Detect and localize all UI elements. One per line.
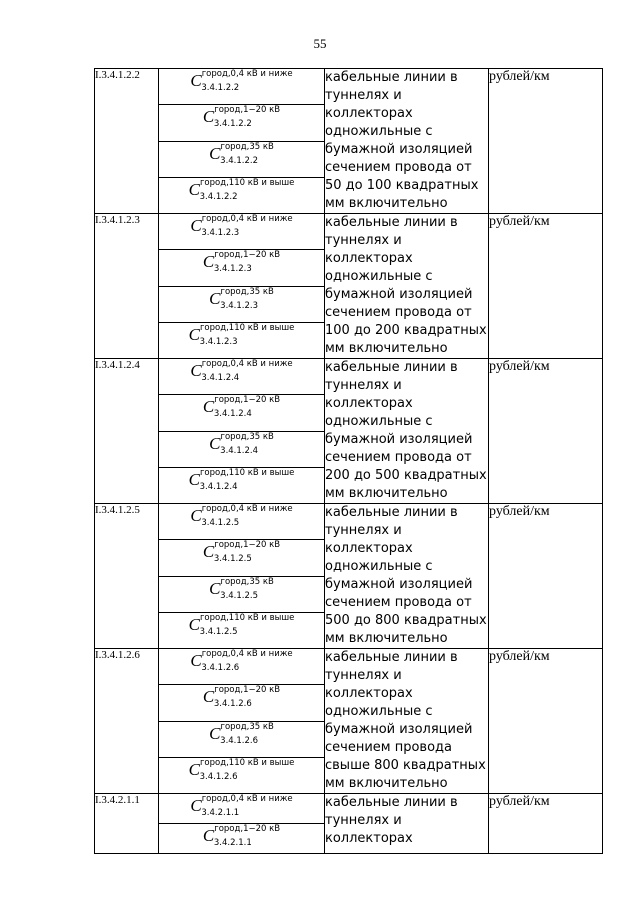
formula-base: C — [209, 433, 221, 453]
page-number: 55 — [313, 36, 327, 51]
rate-symbol-cell — [159, 286, 325, 322]
rate-symbol-cell — [159, 794, 325, 824]
rate-formula — [190, 649, 292, 671]
formula-superscript: город,110 кВ и выше — [199, 322, 295, 333]
rate-symbol-cell — [159, 395, 325, 431]
rate-formula — [190, 794, 292, 816]
rate-symbol-cell — [159, 467, 325, 503]
formula-subscript: 3.4.1.2.4 — [213, 409, 252, 420]
formula-superscript: город,1−20 кВ — [214, 540, 281, 551]
formula-base: C — [190, 216, 202, 235]
rate-formula — [189, 178, 295, 200]
row-description: кабельные линии в туннелях и коллекторах одножильные с бумажной изоляцией сечением провода от 200 до 500 квадратных мм включительно — [325, 359, 489, 504]
formula-base: C — [202, 826, 215, 845]
rate-formula — [202, 105, 281, 130]
rate-symbol-cell — [159, 141, 325, 177]
formula-superscript: город,0,4 кВ и ниже — [201, 649, 293, 659]
formula-superscript: город,35 кВ — [220, 431, 274, 442]
formula-subscript: 3.4.1.2.5 — [201, 518, 240, 528]
formula-subscript: 3.4.1.2.6 — [213, 699, 252, 710]
tariff-table — [94, 68, 603, 854]
table-row — [95, 504, 603, 540]
formula-subscript: 3.4.1.2.6 — [220, 735, 259, 746]
formula-subscript: 3.4.1.2.4 — [201, 373, 240, 383]
row-description: кабельные линии в туннелях и коллекторах одножильные с бумажной изоляцией сечением провода свыше 800 квадратных мм включительно — [325, 649, 489, 794]
formula-superscript: город,0,4 кВ и ниже — [201, 794, 293, 804]
row-code: I.3.4.1.2.2 — [95, 69, 159, 214]
rate-formula — [190, 214, 292, 236]
formula-base: C — [190, 506, 202, 525]
formula-subscript: 3.4.1.2.4 — [220, 445, 259, 456]
rate-symbol-cell — [159, 721, 325, 757]
rate-formula — [202, 540, 281, 565]
formula-superscript: город,1−20 кВ — [214, 250, 281, 261]
rate-symbol-cell — [159, 612, 325, 648]
formula-base: C — [202, 687, 215, 707]
formula-superscript: город,0,4 кВ и ниже — [201, 69, 293, 79]
rate-formula — [190, 69, 292, 91]
row-description: кабельные линии в туннелях и коллекторах одножильные с бумажной изоляцией сечением провода от 500 до 800 квадратных мм включительно — [325, 504, 489, 649]
formula-superscript: город,0,4 кВ и ниже — [201, 359, 293, 369]
rate-symbol-cell — [159, 540, 325, 576]
rate-symbol-cell — [159, 431, 325, 467]
row-unit: рублей/км — [489, 69, 603, 214]
formula-subscript: 3.4.1.2.5 — [199, 626, 238, 637]
formula-base: C — [188, 614, 200, 634]
rate-formula — [190, 359, 292, 381]
formula-base: C — [190, 361, 202, 380]
formula-subscript: 3.4.2.1.1 — [201, 808, 240, 818]
formula-subscript: 3.4.1.2.6 — [199, 771, 238, 782]
table-row — [95, 359, 603, 395]
formula-superscript: город,110 кВ и выше — [199, 757, 295, 768]
rate-formula — [209, 577, 274, 599]
row-description: кабельные линии в туннелях и коллекторах одножильные с бумажной изоляцией сечением провода от 50 до 100 квадратных мм включительно — [325, 69, 489, 214]
formula-superscript: город,0,4 кВ и ниже — [201, 504, 293, 514]
rate-formula — [203, 824, 280, 846]
rate-symbol-cell — [159, 649, 325, 685]
formula-base: C — [190, 71, 202, 90]
formula-subscript: 3.4.1.2.3 — [199, 336, 238, 347]
rate-formula — [209, 142, 274, 164]
formula-subscript: 3.4.1.2.2 — [201, 83, 240, 93]
formula-subscript: 3.4.1.2.5 — [213, 554, 252, 565]
rate-formula — [189, 613, 295, 635]
formula-superscript: город,1−20 кВ — [214, 824, 281, 834]
row-description: кабельные линии в туннелях и коллекторах — [325, 794, 489, 854]
rate-formula — [190, 504, 292, 526]
formula-subscript: 3.4.1.2.6 — [201, 663, 240, 673]
formula-base: C — [202, 397, 215, 417]
formula-superscript: город,1−20 кВ — [214, 105, 281, 116]
rate-formula — [189, 468, 295, 490]
rate-formula — [209, 432, 274, 454]
formula-base: C — [202, 107, 215, 127]
tariff-table-body — [95, 69, 603, 854]
formula-superscript: город,110 кВ и выше — [199, 467, 295, 478]
table-row — [95, 794, 603, 824]
rate-symbol-cell — [159, 105, 325, 141]
formula-base: C — [209, 578, 221, 598]
row-description: кабельные линии в туннелях и коллекторах одножильные с бумажной изоляцией сечением провода от 100 до 200 квадратных мм включительно — [325, 214, 489, 359]
rate-symbol-cell — [159, 757, 325, 793]
rate-formula — [202, 395, 281, 420]
formula-base: C — [188, 179, 200, 199]
formula-base: C — [190, 796, 202, 815]
formula-subscript: 3.4.1.2.2 — [220, 155, 259, 166]
formula-superscript: город,35 кВ — [220, 286, 274, 297]
row-code: I.3.4.1.2.3 — [95, 214, 159, 359]
rate-symbol-cell — [159, 322, 325, 358]
formula-subscript: 3.4.1.2.3 — [213, 264, 252, 275]
rate-formula — [209, 722, 274, 744]
formula-base: C — [209, 288, 221, 308]
formula-subscript: 3.4.1.2.4 — [199, 481, 238, 492]
formula-base: C — [202, 542, 215, 562]
row-unit: рублей/км — [489, 794, 603, 854]
rate-symbol-cell — [159, 504, 325, 540]
rate-symbol-cell — [159, 824, 325, 854]
row-unit: рублей/км — [489, 214, 603, 359]
table-row — [95, 649, 603, 685]
formula-base: C — [209, 143, 221, 163]
rate-formula — [189, 323, 295, 345]
row-code: I.3.4.1.2.5 — [95, 504, 159, 649]
formula-superscript: город,110 кВ и выше — [199, 177, 295, 188]
formula-base: C — [202, 252, 215, 272]
rate-symbol-cell — [159, 214, 325, 250]
formula-superscript: город,35 кВ — [220, 141, 274, 152]
rate-formula — [209, 287, 274, 309]
formula-base: C — [188, 469, 200, 489]
rate-symbol-cell — [159, 250, 325, 286]
row-unit: рублей/км — [489, 649, 603, 794]
formula-superscript: город,35 кВ — [220, 721, 274, 732]
row-unit: рублей/км — [489, 504, 603, 649]
rate-formula — [202, 685, 281, 710]
rate-symbol-cell — [159, 177, 325, 213]
formula-base: C — [190, 651, 202, 670]
rate-symbol-cell — [159, 685, 325, 721]
row-code: I.3.4.1.2.4 — [95, 359, 159, 504]
rate-formula — [202, 250, 281, 275]
rate-formula — [189, 758, 295, 780]
formula-superscript: город,0,4 кВ и ниже — [201, 214, 293, 224]
formula-superscript: город,35 кВ — [220, 576, 274, 587]
rate-symbol-cell — [159, 359, 325, 395]
rate-symbol-cell — [159, 576, 325, 612]
formula-base: C — [188, 759, 200, 779]
formula-superscript: город,1−20 кВ — [214, 395, 281, 406]
row-unit: рублей/км — [489, 359, 603, 504]
formula-subscript: 3.4.2.1.1 — [213, 838, 252, 848]
formula-subscript: 3.4.1.2.3 — [220, 300, 259, 311]
row-code: I.3.4.2.1.1 — [95, 794, 159, 854]
formula-base: C — [209, 723, 221, 743]
formula-base: C — [188, 324, 200, 344]
formula-superscript: город,110 кВ и выше — [199, 612, 295, 623]
formula-subscript: 3.4.1.2.2 — [213, 119, 252, 130]
table-row — [95, 69, 603, 105]
rate-symbol-cell — [159, 69, 325, 105]
formula-subscript: 3.4.1.2.2 — [199, 191, 238, 202]
row-code: I.3.4.1.2.6 — [95, 649, 159, 794]
formula-subscript: 3.4.1.2.5 — [220, 590, 259, 601]
formula-subscript: 3.4.1.2.3 — [201, 228, 240, 238]
table-row — [95, 214, 603, 250]
formula-superscript: город,1−20 кВ — [214, 685, 281, 696]
